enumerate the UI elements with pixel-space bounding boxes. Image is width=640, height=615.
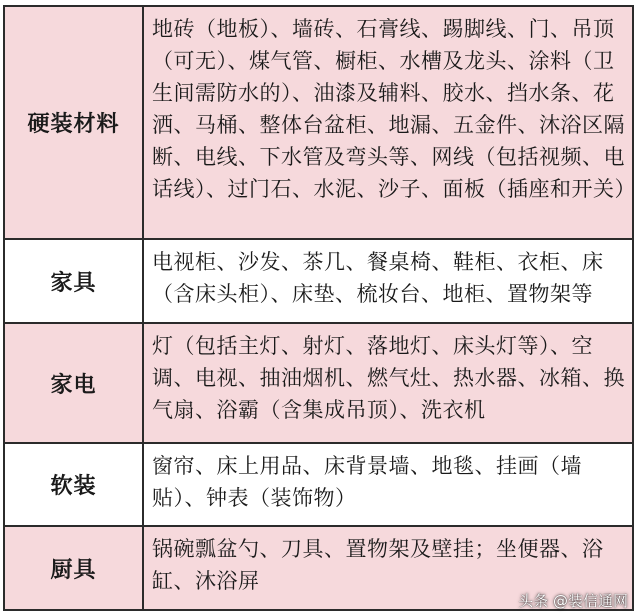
table-row bbox=[4, 443, 633, 526]
category-cell: 家电 bbox=[4, 323, 143, 443]
items-cell: 地砖（地板）、墙砖、石膏线、踢脚线、门、吊顶（可无）、煤气管、橱柜、水槽及龙头、涂料（卫生间需防水的）、油漆及辅料、胶水、挡水条、花洒、马桶、整体台盆柜、地漏、五金件、沐浴区隔断、电线、下水管及弯头等、网线（包括视频、电话线）、过门石、水泥、沙子、面板（插座和开关） bbox=[143, 6, 633, 239]
items-cell: 锅碗瓢盆勺、刀具、置物架及壁挂；坐便器、浴缸、沐浴屏 bbox=[143, 526, 633, 610]
items-cell: 窗帘、床上用品、床背景墙、地毯、挂画（墙贴）、钟表（装饰物） bbox=[143, 443, 633, 526]
table-row bbox=[4, 6, 633, 239]
table-row bbox=[4, 323, 633, 443]
category-cell: 软装 bbox=[4, 443, 143, 526]
source-watermark: 头条 @装信通网 bbox=[518, 592, 628, 610]
category-cell: 家具 bbox=[4, 239, 143, 323]
category-cell: 硬装材料 bbox=[4, 6, 143, 239]
materials-table bbox=[3, 5, 634, 611]
table-row bbox=[4, 239, 633, 323]
category-cell: 厨具 bbox=[4, 526, 143, 610]
items-cell: 电视柜、沙发、茶几、餐桌椅、鞋柜、衣柜、床（含床头柜）、床垫、梳妆台、地柜、置物架等 bbox=[143, 239, 633, 323]
items-cell: 灯（包括主灯、射灯、落地灯、床头灯等）、空调、电视、抽油烟机、燃气灶、热水器、冰箱、换气扇、浴霸（含集成吊顶）、洗衣机 bbox=[143, 323, 633, 443]
